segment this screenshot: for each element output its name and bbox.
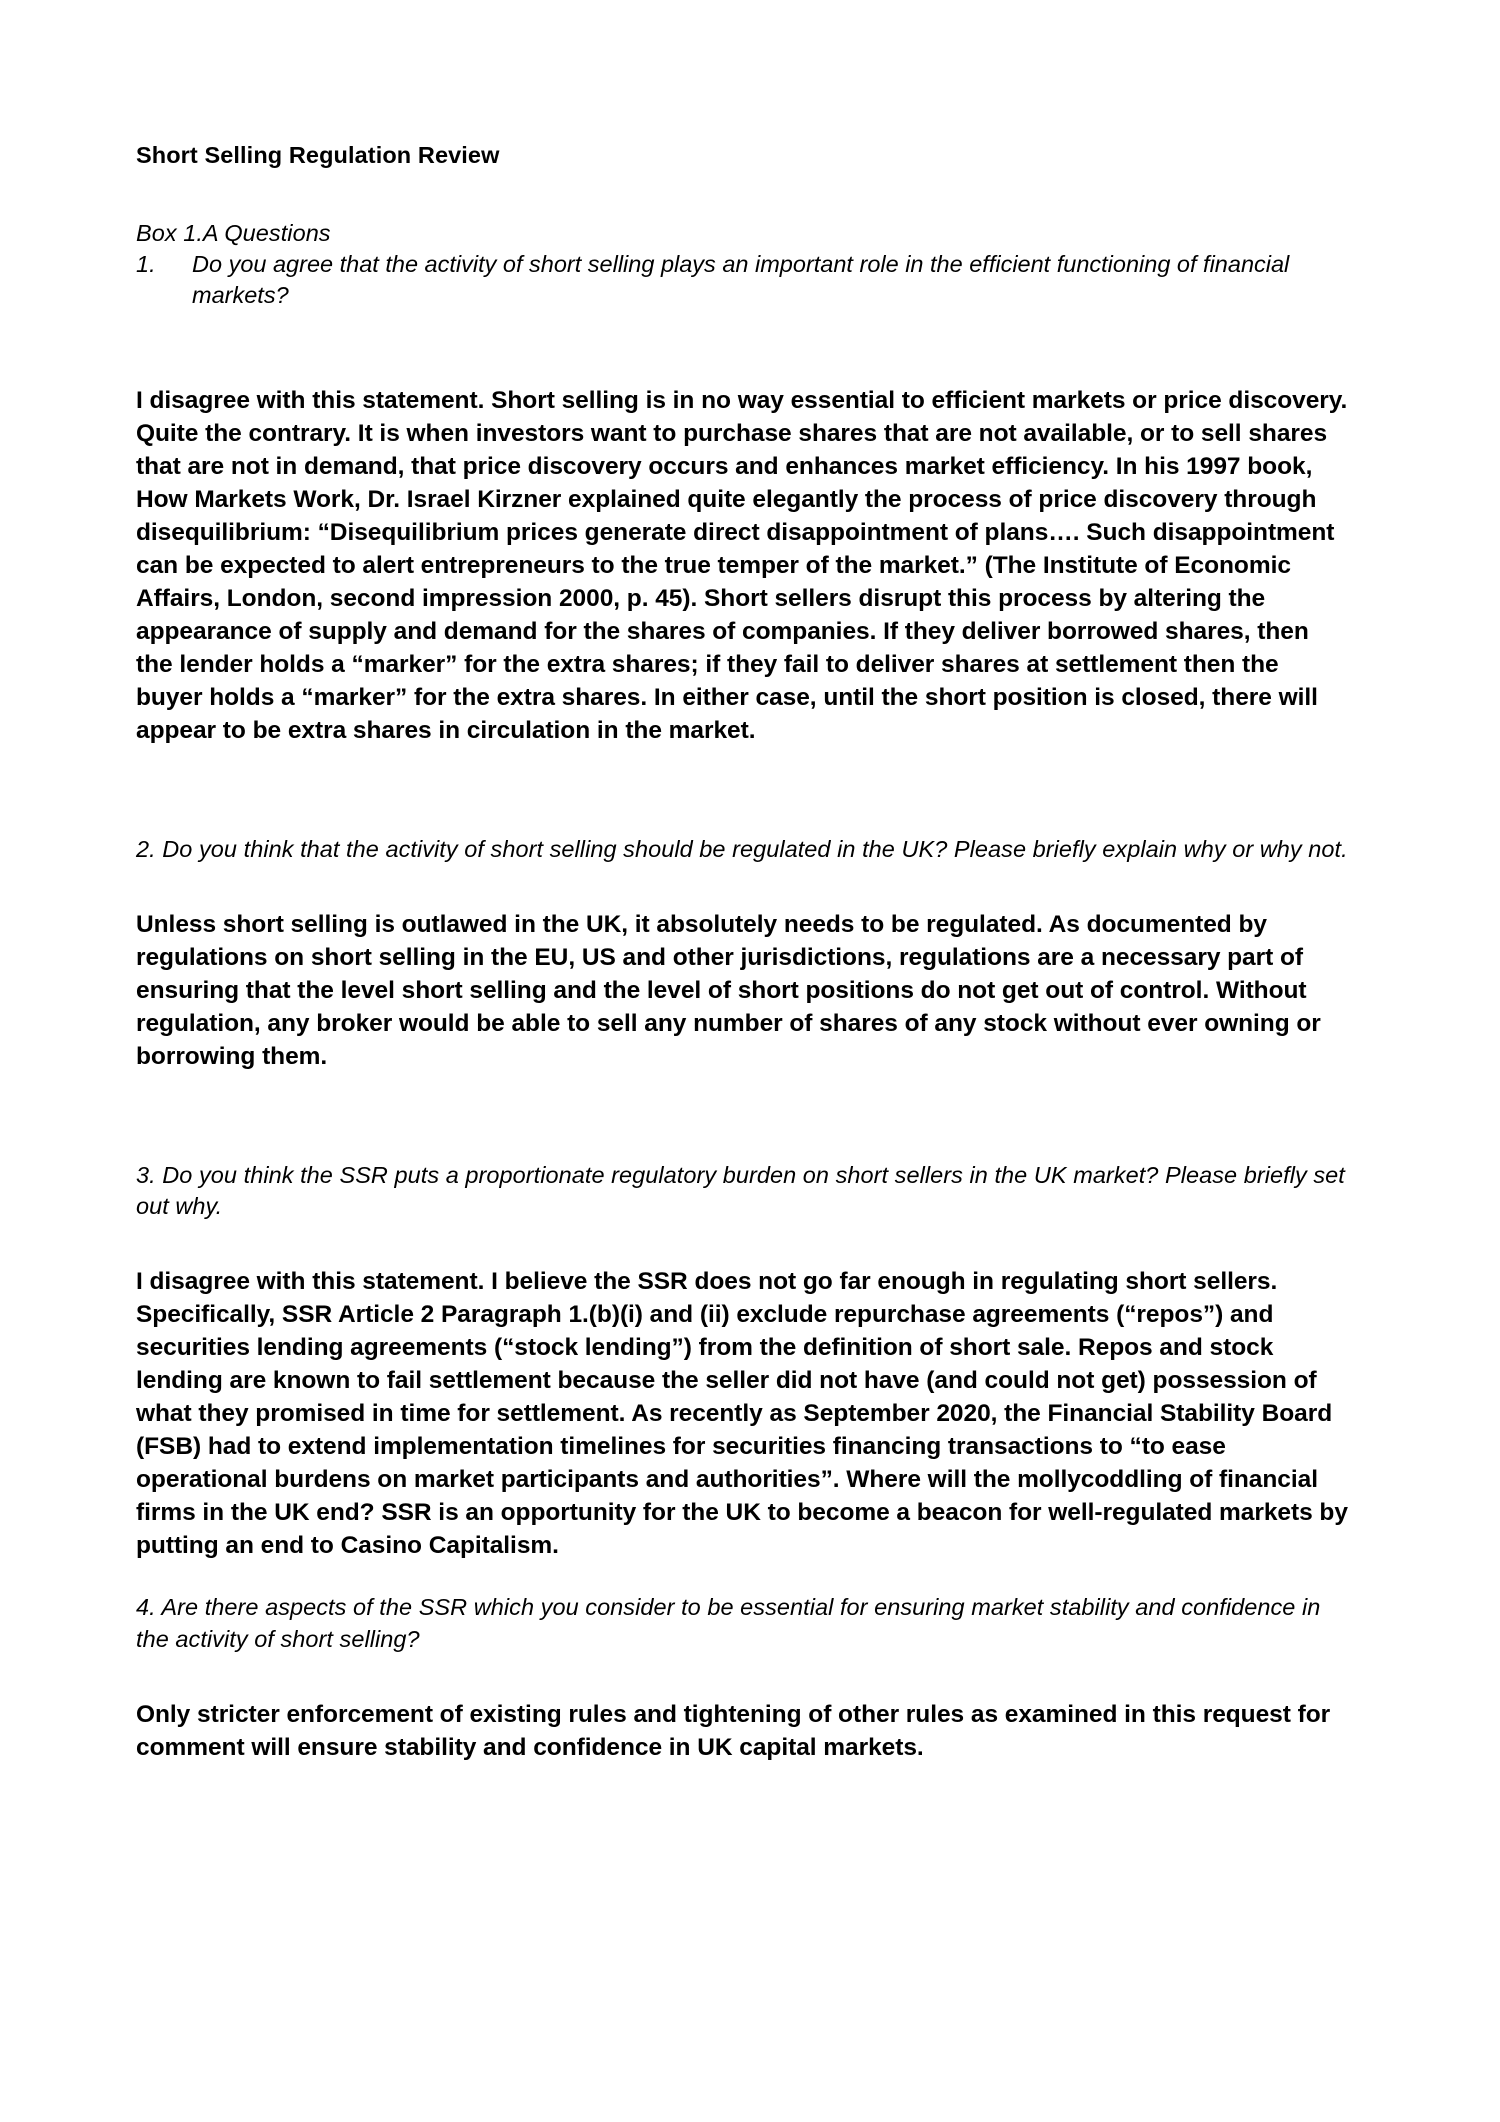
question-1 bbox=[136, 249, 1351, 312]
question-4-prompt: 4. Are there aspects of the SSR which you consider to be essential for ensuring market stability and confidence in the activity of short selling? bbox=[136, 1594, 1321, 1652]
spacer bbox=[136, 1562, 1351, 1592]
spacer bbox=[136, 1655, 1351, 1699]
box-heading: Box 1.A Questions bbox=[136, 219, 331, 246]
spacer bbox=[136, 865, 1351, 909]
question-list bbox=[136, 249, 1351, 312]
answer-2: Unless short selling is outlawed in the UK, it absolutely needs to be regulated. As documented by regulations on short selling in the EU, US and other jurisdictions, regulations are a necessary part of ensuring that the level short selling and the level of short positions do not get out of control. Without regulation, any broker would be able to sell any number of shares of any stock without ever owning or borrowing them. bbox=[136, 910, 1321, 1070]
question-1-prompt: Do you agree that the activity of short selling plays an important role in the efficient functioning of financial markets? bbox=[192, 250, 1290, 309]
spacer bbox=[136, 748, 1351, 834]
answer-1: I disagree with this statement. Short selling is in no way essential to efficient markets or price discovery. Quite the contrary. It is when investors want to purchase shares that are not available, or to sell shares that are not in demand, that price discovery occurs and enhances market efficiency. In his 1997 book, How Markets Work, Dr. Israel Kirzner explained quite elegantly the process of price discovery through disequilibrium: “Disequilibrium prices generate direct disappointment of plans…. Such disappointment can be expected to alert entrepreneurs to the true temper of the market.” (The Institute of Economic Affairs, London, second impression 2000, p. 45). Short sellers disrupt this process by altering the appearance of supply and demand for the shares of companies. If they deliver borrowed shares, then the lender holds a “marker” for the extra shares; if they fail to deliver shares at settlement then the buyer holds a “marker” for the extra shares. In either case, until the short position is closed, there will appear to be extra shares in circulation in the market. bbox=[136, 387, 1348, 744]
question-3-prompt: 3. Do you think the SSR puts a proportionate regulatory burden on short sellers in the UK market? Please briefly set out why. bbox=[136, 1161, 1345, 1219]
document-body bbox=[136, 140, 1351, 1765]
spacer bbox=[136, 311, 1351, 385]
answer-4: Only stricter enforcement of existing rules and tightening of other rules as examined in this request for comment will ensure stability and confidence in UK capital markets. bbox=[136, 1700, 1331, 1761]
page-title: Short Selling Regulation Review bbox=[136, 142, 500, 168]
spacer bbox=[136, 1074, 1351, 1160]
question-1-number: 1. bbox=[136, 250, 156, 277]
answer-3: I disagree with this statement. I believe the SSR does not go far enough in regulating short sellers. Specifically, SSR Article 2 Paragraph 1.(b)(i) and (ii) exclude repurchase agreements (“repos”) and securities lending agreements (“stock lending”) from the definition of short sale. Repos and stock lending are known to fail settlement because the seller did not have (and could not get) possession of what they promised in time for settlement. As recently as September 2020, the Financial Stability Board (FSB) had to extend implementation timelines for securities financing transactions to “to ease operational burdens on market participants and authorities”. Where will the mollycoddling of financial firms in the UK end? SSR is an opportunity for the UK to become a beacon for well-regulated markets by putting an end to Casino Capitalism. bbox=[136, 1268, 1348, 1559]
spacer bbox=[136, 1222, 1351, 1266]
question-2-prompt: 2. Do you think that the activity of short selling should be regulated in the UK? Please briefly explain why or why not. bbox=[136, 835, 1348, 862]
